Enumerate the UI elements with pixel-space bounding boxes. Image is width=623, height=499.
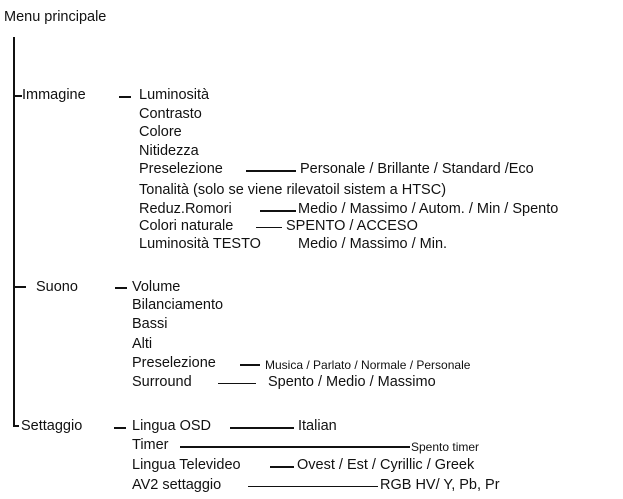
item-surround: Surround: [132, 374, 192, 390]
options-luminosita-testo: Medio / Massimo / Min.: [298, 236, 448, 252]
connector-preselezione-img: [246, 170, 296, 172]
connector-surround: [218, 383, 256, 384]
branch-immagine: [13, 95, 22, 97]
item-timer: Timer: [132, 437, 169, 453]
item-luminosita: Luminosità: [139, 87, 210, 103]
item-lingua-televideo: Lingua Televideo: [132, 457, 241, 473]
section-immagine: Immagine: [22, 87, 86, 103]
trunk-corner: [13, 425, 19, 427]
connector-preselezione-suono: [240, 364, 260, 366]
options-lingua-osd: Italian: [298, 418, 337, 434]
item-preselezione-suono: Preselezione: [132, 355, 216, 371]
item-bassi: Bassi: [132, 316, 168, 332]
dash-immagine: [119, 96, 131, 98]
diagram-title: Menu principale: [4, 9, 107, 25]
options-preselezione-img: Personale / Brillante / Standard /Eco: [300, 161, 534, 177]
connector-lingua-televideo: [270, 466, 294, 468]
options-surround: Spento / Medio / Massimo: [268, 374, 436, 390]
connector-reduz-romori: [260, 210, 296, 212]
connector-timer: [180, 446, 410, 448]
item-alti: Alti: [132, 336, 153, 352]
section-suono: Suono: [36, 279, 78, 295]
branch-suono: [13, 286, 26, 288]
item-nitidezza: Nitidezza: [139, 143, 199, 159]
dash-settaggio: [114, 427, 126, 429]
options-colori-naturale: SPENTO / ACCESO: [286, 218, 418, 234]
options-lingua-televideo: Ovest / Est / Cyrillic / Greek: [297, 457, 475, 473]
item-tonalita: Tonalità (solo se viene rilevatoil sistem a HTSC): [139, 182, 447, 198]
item-colore: Colore: [139, 124, 182, 140]
item-preselezione-img: Preselezione: [139, 161, 223, 177]
connector-lingua-osd: [230, 427, 294, 429]
options-av2-settaggio: RGB HV/ Y, Pb, Pr: [380, 477, 500, 493]
item-volume: Volume: [132, 279, 181, 295]
connector-colori-naturale: [256, 227, 282, 228]
item-lingua-osd: Lingua OSD: [132, 418, 211, 434]
options-preselezione-suono: Musica / Parlato / Normale / Personale: [265, 358, 471, 372]
item-luminosita-testo: Luminosità TESTO: [139, 236, 261, 252]
item-av2-settaggio: AV2 settaggio: [132, 477, 222, 493]
connector-av2-settaggio: [248, 486, 378, 487]
item-contrasto: Contrasto: [139, 106, 202, 122]
dash-suono: [115, 287, 127, 289]
options-reduz-romori: Medio / Massimo / Autom. / Min / Spento: [298, 201, 559, 217]
options-timer: Spento timer: [411, 440, 480, 454]
item-bilanciamento: Bilanciamento: [132, 297, 224, 313]
item-reduz-romori: Reduz.Romori: [139, 201, 232, 217]
section-settaggio: Settaggio: [21, 418, 83, 434]
item-colori-naturale: Colori naturale: [139, 218, 234, 234]
